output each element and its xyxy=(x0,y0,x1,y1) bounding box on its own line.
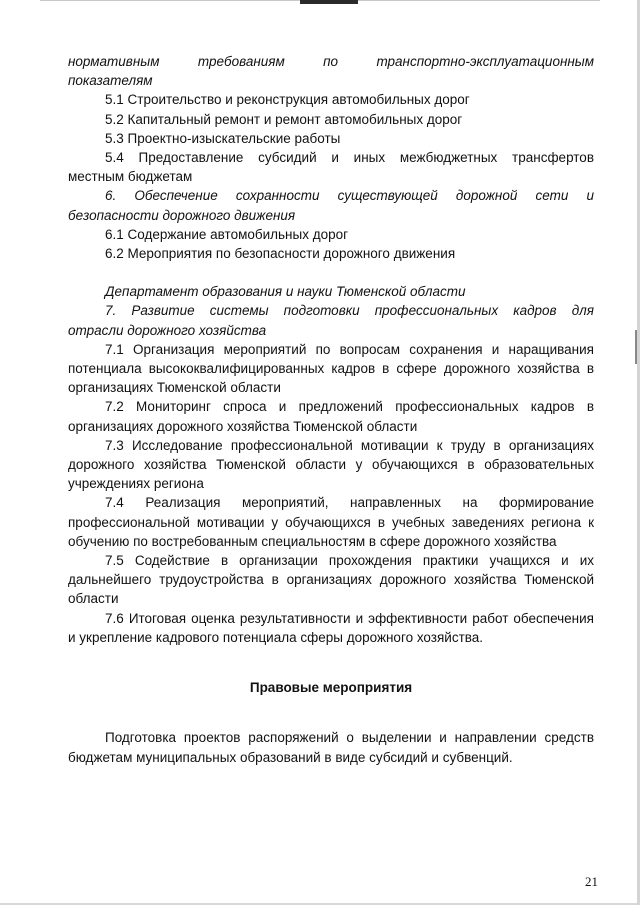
spacer xyxy=(68,263,594,282)
department-title: Департамент образования и науки Тюменской области xyxy=(105,284,466,300)
item-7-2: 7.2 Мониторинг спроса и предложений профессиональных кадров в организациях дорожного хозяйства Тюменской области xyxy=(68,399,594,434)
document-body xyxy=(68,52,594,767)
item-7-6: 7.6 Итоговая оценка результативности и эффективности работ обеспечения и укрепление кадрового потенциала сферы дорожного хозяйства. xyxy=(68,610,594,645)
page-number: 21 xyxy=(585,874,598,889)
item-7-3: 7.3 Исследование профессиональной мотивации к труду в организациях дорожного хозяйства Тюменской области у обучающихся в образовательных учреждениях региона xyxy=(68,437,594,492)
item-6-line-1: 6. Обеспечение сохранности существующей дорожной сети и xyxy=(105,188,594,204)
item-5-4-line-1: 5.4 Предоставление субсидий и иных межбюджетных трансфертов xyxy=(105,150,594,166)
continuation-line-2: показателям xyxy=(68,73,153,89)
item-6-2: 6.2 Мероприятия по безопасности дорожного движения xyxy=(105,246,456,262)
item-5-1: 5.1 Строительство и реконструкция автомобильных дорог xyxy=(105,92,470,108)
spacer xyxy=(68,697,594,716)
item-5-4-line-2: местным бюджетам xyxy=(68,169,193,185)
legal-paragraph: Подготовка проектов распоряжений о выделении и направлении средств бюджетам муниципальных образований в виде субсидий и субвенций. xyxy=(68,730,594,765)
continuation-line-1: нормативным требованиям по транспортно-эксплуатационным xyxy=(68,54,594,69)
item-7-line-2: отрасли дорожного хозяйства xyxy=(68,322,267,338)
scan-mark xyxy=(300,0,358,4)
spacer xyxy=(68,647,594,666)
item-6-1: 6.1 Содержание автомобильных дорог xyxy=(105,226,349,242)
item-6-line-2: безопасности дорожного движения xyxy=(68,207,296,223)
item-7-5: 7.5 Содействие в организации прохождения практики учащихся и их дальнейшего трудоустройства в организациях дорожного хозяйства Тюменской области xyxy=(68,553,594,607)
spacer xyxy=(68,716,594,728)
item-7-4: 7.4 Реализация мероприятий, направленных на формирование профессиональной мотивации у обучающихся в учебных заведениях региона к обучению по востребованным специальностям в сфере дорожного хозяйства xyxy=(68,495,594,549)
item-5-3: 5.3 Проектно-изыскательские работы xyxy=(105,130,341,146)
section-heading: Правовые мероприятия xyxy=(249,680,413,696)
spacer xyxy=(68,666,594,678)
item-7-line-1: 7. Развитие системы подготовки профессиональных кадров для xyxy=(105,303,594,319)
item-7-1: 7.1 Организация мероприятий по вопросам сохранения и наращивания потенциала высококвалифицированных кадров в сфере дорожного хозяйства в организациях Тюменской области xyxy=(68,341,594,396)
item-5-2: 5.2 Капитальный ремонт и ремонт автомобильных дорог xyxy=(105,111,463,127)
